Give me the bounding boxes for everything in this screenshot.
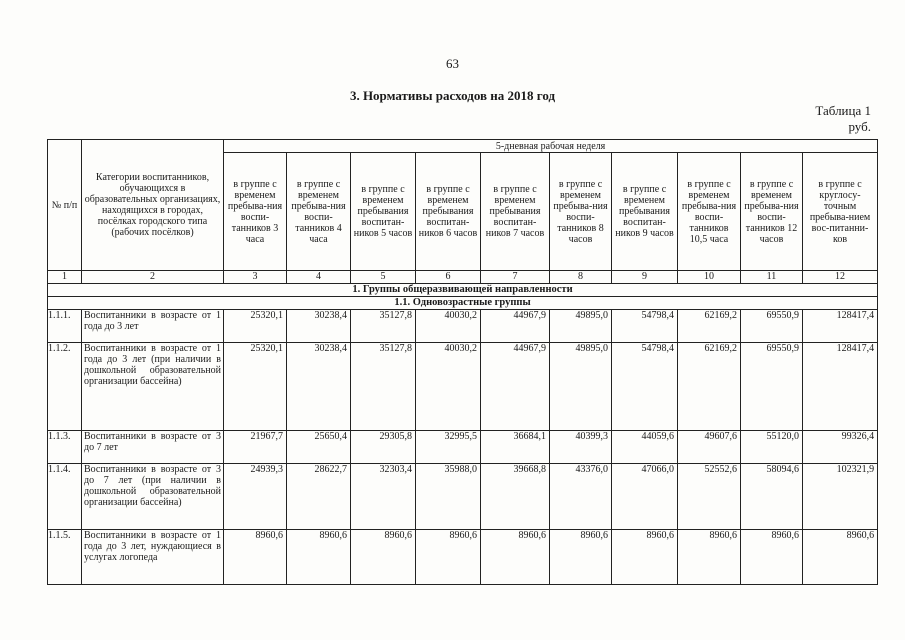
table-row <box>48 464 878 530</box>
row-value: 54798,4 <box>612 310 678 343</box>
row-value: 128417,4 <box>803 343 878 431</box>
table-caption <box>815 103 871 135</box>
row-value: 32995,5 <box>416 431 481 464</box>
row-value: 8960,6 <box>481 530 550 585</box>
table-row <box>48 431 878 464</box>
row-category: Воспитанники в возрасте от 3 до 7 лет (при наличии в дошкольной образовательной организации бассейна) <box>82 464 224 530</box>
row-value: 25320,1 <box>224 310 287 343</box>
row-value: 55120,0 <box>741 431 803 464</box>
column-number: 12 <box>803 271 878 284</box>
header-col-10: в группе с временем пребыва-ния воспи-танников 10,5 часа <box>678 153 741 271</box>
table-label: Таблица 1 <box>815 103 871 118</box>
row-value: 21967,7 <box>224 431 287 464</box>
row-value: 44059,6 <box>612 431 678 464</box>
row-value: 32303,4 <box>351 464 416 530</box>
group-row <box>48 284 878 297</box>
subgroup-row <box>48 297 878 310</box>
row-value: 62169,2 <box>678 310 741 343</box>
header-col-12: в группе с круглосу-точным пребыва-нием вос-питанни-ков <box>803 153 878 271</box>
row-value: 49895,0 <box>550 343 612 431</box>
row-value: 47066,0 <box>612 464 678 530</box>
row-value: 52552,6 <box>678 464 741 530</box>
row-index: 1.1.2. <box>48 343 82 431</box>
row-index: 1.1.3. <box>48 431 82 464</box>
table-row <box>48 530 878 585</box>
row-index: 1.1.1. <box>48 310 82 343</box>
row-value: 69550,9 <box>741 343 803 431</box>
row-value: 43376,0 <box>550 464 612 530</box>
row-index: 1.1.5. <box>48 530 82 585</box>
column-number-row <box>48 271 878 284</box>
row-category: Воспитанники в возрасте от 1 года до 3 лет, нуждающиеся в услугах логопеда <box>82 530 224 585</box>
row-value: 62169,2 <box>678 343 741 431</box>
header-col-9: в группе с временем пребывания воспитан-ников 9 часов <box>612 153 678 271</box>
row-value: 58094,6 <box>741 464 803 530</box>
row-value: 29305,8 <box>351 431 416 464</box>
row-value: 40030,2 <box>416 310 481 343</box>
column-number: 9 <box>612 271 678 284</box>
column-number: 10 <box>678 271 741 284</box>
row-category: Воспитанники в возрасте от 1 года до 3 лет (при наличии в дошкольной образовательной организации бассейна) <box>82 343 224 431</box>
row-value: 128417,4 <box>803 310 878 343</box>
row-value: 8960,6 <box>678 530 741 585</box>
currency-unit: руб. <box>848 119 871 134</box>
row-value: 24939,3 <box>224 464 287 530</box>
header-col-4: в группе с временем пребыва-ния воспи-танников 4 часа <box>287 153 351 271</box>
column-number: 4 <box>287 271 351 284</box>
row-value: 8960,6 <box>612 530 678 585</box>
header-col-7: в группе с временем пребывания воспитан-ников 7 часов <box>481 153 550 271</box>
row-value: 49607,6 <box>678 431 741 464</box>
row-value: 8960,6 <box>741 530 803 585</box>
group-title: 1. Группы общеразвивающей направленности <box>48 284 878 297</box>
column-number: 5 <box>351 271 416 284</box>
row-value: 35988,0 <box>416 464 481 530</box>
column-number: 6 <box>416 271 481 284</box>
column-number: 7 <box>481 271 550 284</box>
row-index: 1.1.4. <box>48 464 82 530</box>
header-col-5: в группе с временем пребывания воспитан-ников 5 часов <box>351 153 416 271</box>
header-row-1 <box>48 140 878 153</box>
table-row <box>48 343 878 431</box>
row-value: 40399,3 <box>550 431 612 464</box>
row-category: Воспитанники в возрасте от 1 года до 3 лет <box>82 310 224 343</box>
row-value: 8960,6 <box>550 530 612 585</box>
norms-table-container <box>47 139 877 585</box>
header-week: 5-дневная рабочая неделя <box>224 140 878 153</box>
row-value: 25650,4 <box>287 431 351 464</box>
row-value: 8960,6 <box>351 530 416 585</box>
header-col-3: в группе с временем пребыва-ния воспи-танников 3 часа <box>224 153 287 271</box>
header-col-8: в группе с временем пребыва-ния воспи-танников 8 часов <box>550 153 612 271</box>
column-number: 8 <box>550 271 612 284</box>
header-category: Категории воспитанников, обучающихся в образовательных организациях, находящихся в городах, посёлках городского типа (рабочих посёлков) <box>82 140 224 271</box>
header-number: № п/п <box>48 140 82 271</box>
column-number: 1 <box>48 271 82 284</box>
page-number: 63 <box>446 56 459 71</box>
row-value: 25320,1 <box>224 343 287 431</box>
header-col-11: в группе с временем пребыва-ния воспи-танников 12 часов <box>741 153 803 271</box>
column-number: 2 <box>82 271 224 284</box>
column-number: 11 <box>741 271 803 284</box>
row-value: 35127,8 <box>351 343 416 431</box>
row-value: 30238,4 <box>287 310 351 343</box>
row-value: 8960,6 <box>416 530 481 585</box>
table-row <box>48 310 878 343</box>
row-value: 8960,6 <box>224 530 287 585</box>
row-value: 28622,7 <box>287 464 351 530</box>
header-col-6: в группе с временем пребывания воспитан-ников 6 часов <box>416 153 481 271</box>
data-rows <box>48 310 878 585</box>
row-category: Воспитанники в возрасте от 3 до 7 лет <box>82 431 224 464</box>
norms-table <box>47 139 878 585</box>
column-number: 3 <box>224 271 287 284</box>
row-value: 49895,0 <box>550 310 612 343</box>
row-value: 69550,9 <box>741 310 803 343</box>
subgroup-title: 1.1. Одновозрастные группы <box>48 297 878 310</box>
row-value: 35127,8 <box>351 310 416 343</box>
row-value: 99326,4 <box>803 431 878 464</box>
row-value: 8960,6 <box>803 530 878 585</box>
row-value: 44967,9 <box>481 343 550 431</box>
row-value: 44967,9 <box>481 310 550 343</box>
row-value: 30238,4 <box>287 343 351 431</box>
row-value: 36684,1 <box>481 431 550 464</box>
document-title: 3. Нормативы расходов на 2018 год <box>349 88 556 103</box>
row-value: 102321,9 <box>803 464 878 530</box>
row-value: 8960,6 <box>287 530 351 585</box>
row-value: 39668,8 <box>481 464 550 530</box>
row-value: 40030,2 <box>416 343 481 431</box>
row-value: 54798,4 <box>612 343 678 431</box>
